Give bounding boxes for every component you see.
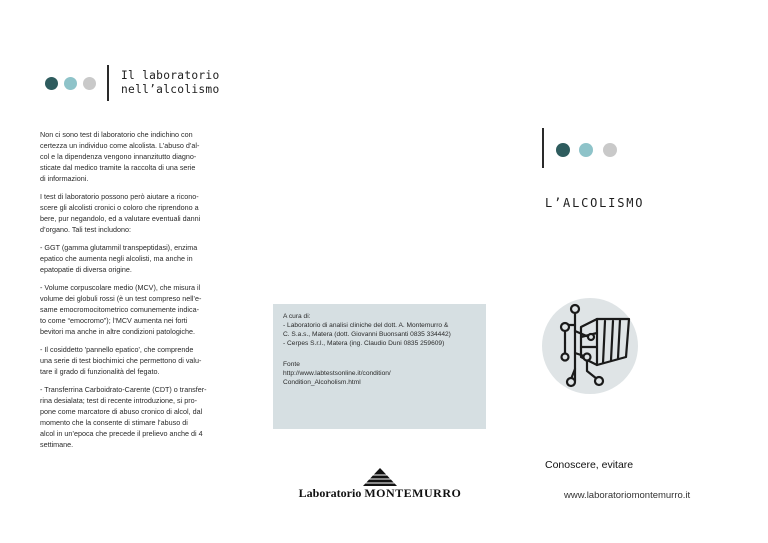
header-divider: [107, 65, 109, 101]
source-line: http://www.labtestsonline.it/condition/: [283, 370, 391, 377]
dot-teal: [579, 143, 593, 157]
body-line: tare il grado di funzionalità del fegato.: [40, 367, 160, 376]
body-paragraph: [40, 344, 250, 377]
body-line: pone come marcatore di abuso cronico di alcol, dal: [40, 407, 203, 416]
body-line: di informazioni.: [40, 174, 89, 183]
body-line: settimane.: [40, 440, 74, 449]
info-box: [273, 304, 486, 429]
body-line: same emocromocitometrico comunemente indica-: [40, 305, 199, 314]
body-line: rina desialata; test di recente introduzione, si pro-: [40, 396, 198, 405]
tagline: Conoscere, evitare: [545, 459, 634, 471]
pyramid-logo-icon: [288, 466, 472, 488]
body-line: d’organo. Tali test includono:: [40, 225, 131, 234]
website: www.laboratoriomontemurro.it: [564, 490, 691, 501]
curated-line: - Cerpes S.r.l., Matera (ing. Claudio Duni 0835 259609): [283, 340, 445, 347]
body-line: bevitori ma anche in altre condizioni patologiche.: [40, 327, 196, 336]
body-line: to come “emocromo”); l’MCV aumenta nei forti: [40, 316, 188, 325]
body-line: sticate dal medico tramite la raccolta di una serie: [40, 163, 196, 172]
curated-by: [283, 312, 476, 348]
body-line: alcol in un’epoca che precede il prelievo anche di 4: [40, 429, 203, 438]
body-line: Non ci sono test di laboratorio che indichino con: [40, 130, 193, 139]
header-title-line-2: nell’alcolismo: [121, 83, 220, 96]
lab-logo: [288, 466, 472, 500]
lab-name-caps: MONTEMURRO: [364, 486, 462, 500]
body-paragraph: [40, 282, 250, 337]
body-paragraph: [40, 384, 250, 450]
curated-line: C. S.a.s., Matera (dott. Giovanni Buonsanti 0835 334442): [283, 331, 451, 338]
body-line: epatico che aumenta negli alcolisti, ma anche in: [40, 254, 193, 263]
cover-divider: [542, 128, 544, 168]
body-paragraph: [40, 242, 250, 275]
body-line: epatopatie di diversa origine.: [40, 265, 132, 274]
dot-gray: [83, 77, 96, 90]
body-line: col e la dipendenza vengono innanzitutto diagno-: [40, 152, 197, 161]
body-paragraph: [40, 129, 250, 184]
body-line: - Volume corpuscolare medio (MCV), che misura il: [40, 283, 201, 292]
source-line: Fonte: [283, 361, 300, 368]
lab-name-regular: Laboratorio: [298, 486, 365, 500]
body-line: momento che la consente di stimare l’abuso di: [40, 418, 188, 427]
curated-line: - Laboratorio di analisi cliniche del dott. A. Montemurro &: [283, 322, 449, 329]
curated-line: A cura di:: [283, 313, 311, 320]
body-line: bere, pur negandolo, ed a valutare eventuali danni: [40, 214, 201, 223]
body-line: scere gli alcolisti cronici o coloro che riprendono a: [40, 203, 199, 212]
dot-teal: [64, 77, 77, 90]
lab-name: [288, 486, 472, 501]
body-line: I test di laboratorio possono però aiutare a ricono-: [40, 192, 199, 201]
header-title-line-1: Il laboratorio: [121, 69, 220, 82]
body-line: - GGT (gamma glutammil transpeptidasi), enzima: [40, 243, 198, 252]
cover-title: L’ALCOLISMO: [545, 196, 645, 210]
body-line: - Transferrina Carboidrato-Carente (CDT) o transfer-: [40, 385, 207, 394]
source-line: Condition_Alcoholism.html: [283, 379, 361, 386]
source: [283, 360, 476, 387]
body-line: una serie di test biochimici che permettono di valu-: [40, 356, 202, 365]
dot-gray: [603, 143, 617, 157]
body-line: certezza un individuo come alcolista. L’abuso d’al-: [40, 141, 200, 150]
body-line: volume dei globuli rossi (è un test compreso nell’e-: [40, 294, 202, 303]
header-title: [121, 69, 220, 97]
body-line: - Il cosiddetto 'pannello epatico', che comprende: [40, 345, 194, 354]
body-text: [40, 129, 250, 457]
body-paragraph: [40, 191, 250, 235]
brain-circuit-icon: [541, 297, 639, 395]
dot-dark: [556, 143, 570, 157]
dot-dark: [45, 77, 58, 90]
